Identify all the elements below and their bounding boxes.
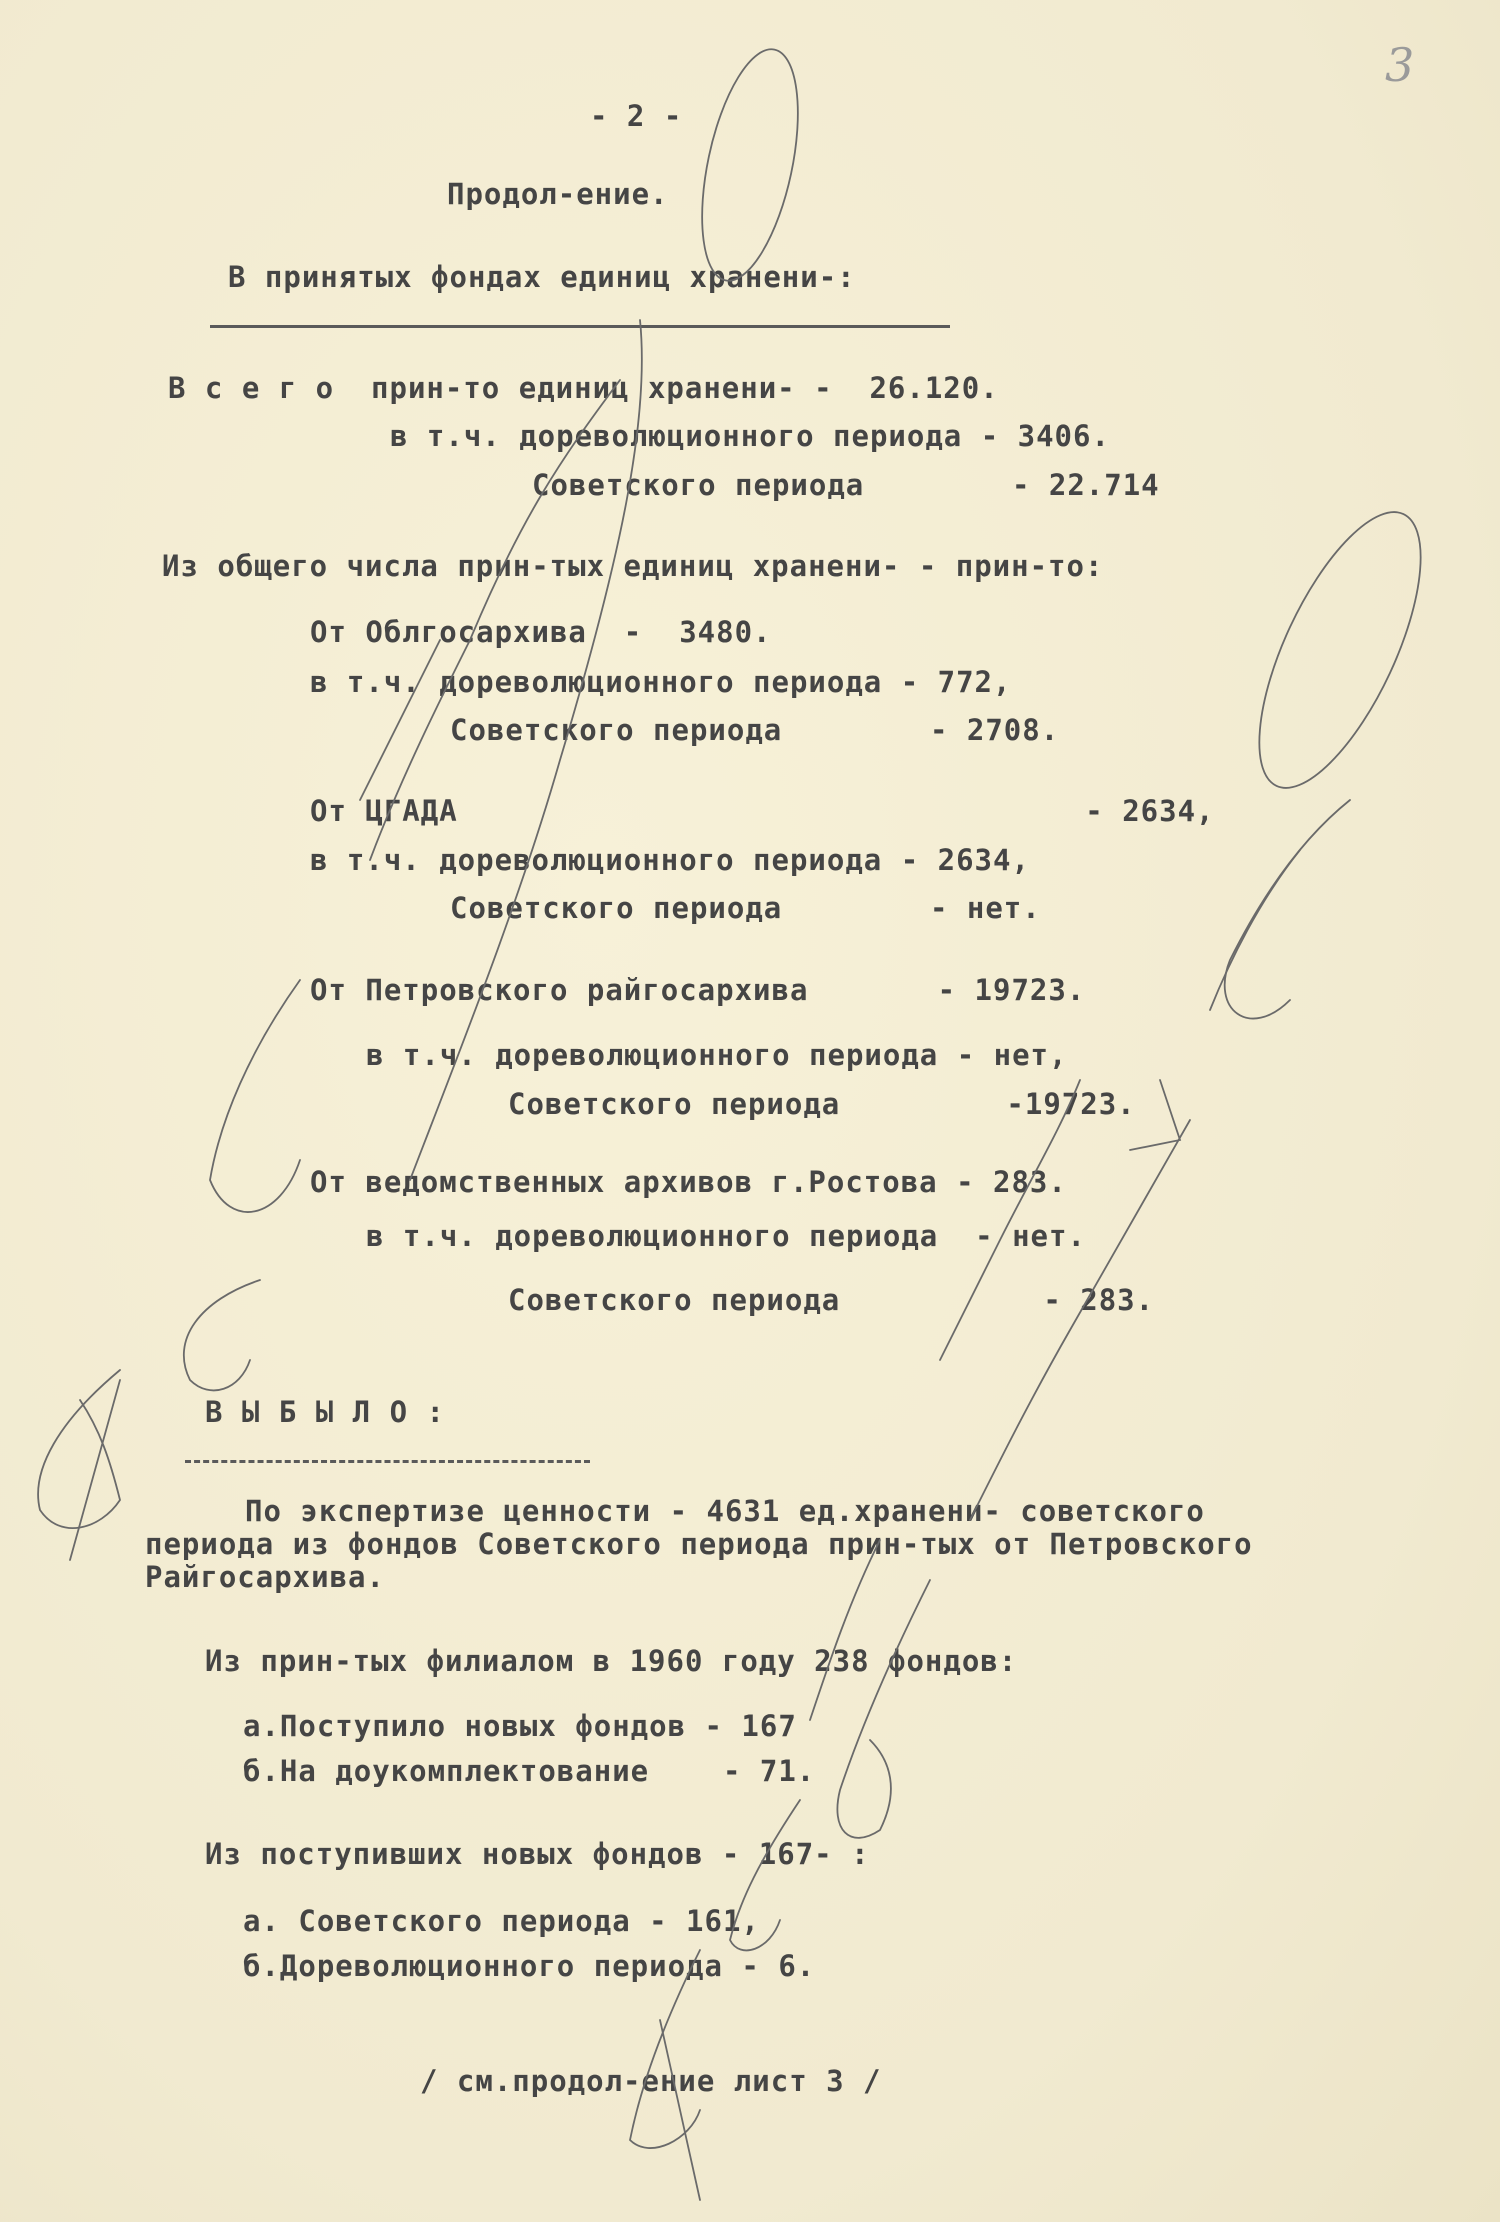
- total-line-3: Советского периода - 22.714: [532, 468, 1160, 502]
- fonds-a: а.Поступило новых фондов - 167: [243, 1709, 797, 1743]
- heading: Продол-ение.: [447, 177, 669, 211]
- vybylo-line-3: Райгосархива.: [145, 1560, 385, 1594]
- fonds-b: б.На доукомплектование - 71.: [243, 1754, 816, 1788]
- source-3-name: От Петровского райгосархива - 19723.: [310, 973, 1086, 1007]
- source-3-pre: в т.ч. дореволюционного периода - нет,: [366, 1038, 1068, 1072]
- source-2-name: От ЦГАДА - 2634,: [310, 794, 1215, 828]
- vybylo-line-2: периода из фондов Советского периода прин-тых от Петровского: [145, 1527, 1253, 1561]
- subheading: В принятых фондах единиц хранени-:: [228, 260, 856, 294]
- source-4-sov: Советского периода - 283.: [508, 1283, 1155, 1317]
- total-line-2: в т.ч. дореволюционного периода - 3406.: [390, 419, 1110, 453]
- source-3-sov: Советского периода -19723.: [508, 1087, 1136, 1121]
- source-4-name: От ведомственных архивов г.Ростова - 283.: [310, 1165, 1067, 1199]
- from-total-intro: Из общего числа прин-тых единиц хранени- - прин-то:: [162, 549, 1104, 583]
- fonds-intro: Из прин-тых филиалом в 1960 году 238 фондов:: [205, 1644, 1018, 1678]
- source-2-sov: Советского периода - нет.: [450, 891, 1041, 925]
- source-4-pre: в т.ч. дореволюционного периода - нет.: [366, 1219, 1086, 1253]
- corner-page-number: 3: [1385, 38, 1415, 92]
- new-fonds-a: а. Советского периода - 161,: [243, 1904, 760, 1938]
- continuation-note: / см.продол-ение лист 3 /: [420, 2064, 882, 2098]
- vybylo-heading: В Ы Б Ы Л О :: [205, 1395, 445, 1429]
- new-fonds-b: б.Дореволюционного периода - 6.: [243, 1949, 816, 1983]
- page-number: - 2 -: [590, 99, 683, 133]
- source-1-sov: Советского периода - 2708.: [450, 713, 1060, 747]
- source-1-name: От Облгосархива - 3480.: [310, 615, 772, 649]
- source-2-pre: в т.ч. дореволюционного периода - 2634,: [310, 843, 1030, 877]
- source-1-pre: в т.ч. дореволюционного периода - 772,: [310, 665, 1012, 699]
- vybylo-line-1: По экспертизе ценности - 4631 ед.хранени- советского: [245, 1494, 1205, 1528]
- total-line-1: В с е г о прин-то единиц хранени- - 26.120.: [168, 371, 999, 405]
- new-fonds-intro: Из поступивших новых фондов - 167- :: [205, 1837, 870, 1871]
